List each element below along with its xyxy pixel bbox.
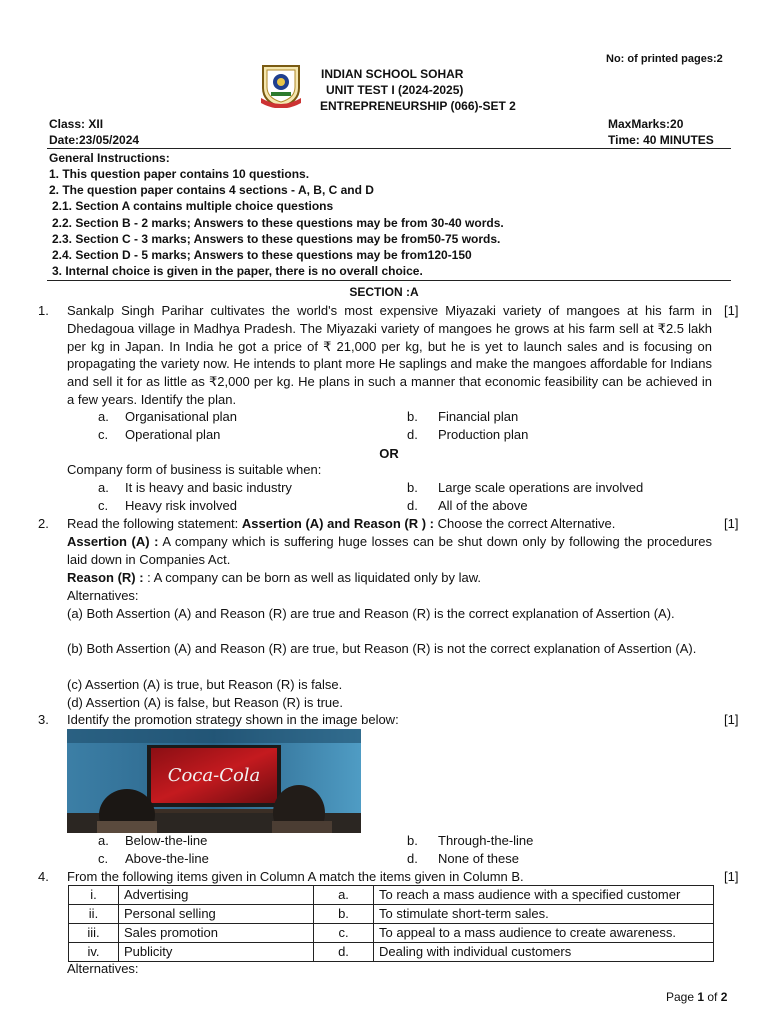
match-table (68, 885, 714, 962)
column-a-item: Sales promotion (119, 924, 314, 943)
question-number: 2. (38, 516, 49, 531)
assertion-text: Assertion (A) : A company which is suffering huge losses can be shut down only by following the procedures laid down in Companies Act. (67, 534, 712, 567)
question-text: Sankalp Singh Parihar cultivates the world's most expensive Miyazaki variety of mangoes at his farm in Dhedagoua village in Madhya Pradesh. The Miyazaki variety of mangoes he grows at his farm sell at ₹2.5 lakh per kg in Japan. In India he got a price of ₹ 21,000 per kg, but he is yet to launch sales and is focusing on propagating the variety now. He intends to plant more He saplings and make the mangoes affordable for Indians and sell it for as little as ₹2,000 per kg. He plans in such a manner that economic feasibility can be achieved in a few years. Identify the plan. (67, 303, 712, 407)
instruction-line: 2. The question paper contains 4 sections - A, B, C and D (49, 183, 374, 197)
option-text: Above-the-line (125, 851, 209, 866)
table-row (69, 943, 714, 962)
instruction-line: 2.1. Section A contains multiple choice questions (52, 199, 334, 213)
date-label: Date:23/05/2024 (49, 133, 140, 147)
option-text: It is heavy and basic industry (125, 480, 292, 495)
alternative-item: (a) Both Assertion (A) and Reason (R) are true and Reason (R) is the correct explanation of Assertion (A). (67, 606, 675, 621)
option-letter: d. (407, 851, 418, 866)
column-b-item: To appeal to a mass audience to create awareness. (374, 924, 714, 943)
row-letter: d. (314, 943, 374, 962)
question-number: 1. (38, 303, 49, 318)
column-b-item: Dealing with individual customers (374, 943, 714, 962)
alternative-item: (b) Both Assertion (A) and Reason (R) are true, but Reason (R) is not the correct explanation of Assertion (A). (67, 641, 697, 656)
option-text: Through-the-line (438, 833, 534, 848)
column-a-item: Advertising (119, 886, 314, 905)
header-divider (47, 148, 731, 149)
option-letter: c. (98, 427, 109, 442)
section-title: SECTION :A (349, 285, 419, 299)
instructions-divider (47, 280, 731, 281)
option-text: None of these (438, 851, 519, 866)
table-row (69, 924, 714, 943)
instruction-line: 1. This question paper contains 10 questions. (49, 167, 310, 181)
column-b-item: To stimulate short-term sales. (374, 905, 714, 924)
option-text: Organisational plan (125, 409, 238, 424)
row-letter: a. (314, 886, 374, 905)
or-label: OR (379, 446, 399, 461)
alt-question-text: Company form of business is suitable when: (67, 462, 322, 477)
row-letter: c. (314, 924, 374, 943)
alternative-item: (c) Assertion (A) is true, but Reason (R) is false. (67, 677, 343, 692)
column-a-item: Personal selling (119, 905, 314, 924)
option-text: Operational plan (125, 427, 221, 442)
question-marks: [1] (724, 869, 739, 884)
option-letter: c. (98, 851, 109, 866)
question-number: 3. (38, 712, 49, 727)
instruction-line: 3. Internal choice is given in the paper, there is no overall choice. (52, 264, 423, 278)
printed-pages-note: No: of printed pages:2 (606, 53, 723, 65)
time-label: Time: 40 MINUTES (608, 133, 714, 147)
option-letter: a. (98, 833, 109, 848)
option-letter: d. (407, 498, 418, 513)
question-intro: Read the following statement: Assertion (A) and Reason (R ) : Choose the correct Alternative. (67, 516, 616, 531)
option-letter: b. (407, 480, 418, 495)
instruction-line: 2.2. Section B - 2 marks; Answers to these questions may be from 30-40 words. (52, 216, 504, 230)
alternative-item: (d) Assertion (A) is false, but Reason (R) is true. (67, 695, 343, 710)
instructions-title: General Instructions: (49, 151, 170, 165)
instruction-line: 2.3. Section C - 3 marks; Answers to these questions may be from50-75 words. (52, 232, 501, 246)
row-number: iii. (69, 924, 119, 943)
column-a-item: Publicity (119, 943, 314, 962)
alternatives-title: Alternatives: (67, 961, 139, 976)
tv-advertisement-image (67, 729, 361, 833)
alternatives-title: Alternatives: (67, 588, 139, 603)
school-logo-icon (259, 62, 303, 108)
brand-logo-text: Coca-Cola (167, 765, 261, 786)
table-row (69, 886, 714, 905)
question-marks: [1] (724, 303, 739, 318)
school-name: INDIAN SCHOOL SOHAR (321, 67, 464, 81)
test-name: UNIT TEST I (2024-2025) (326, 83, 464, 97)
option-text: Production plan (438, 427, 529, 442)
table-row (69, 905, 714, 924)
option-letter: a. (98, 409, 109, 424)
option-letter: c. (98, 498, 109, 513)
reason-text: Reason (R) : : A company can be born as well as liquidated only by law. (67, 570, 482, 585)
option-text: Heavy risk involved (125, 498, 237, 513)
row-number: iv. (69, 943, 119, 962)
option-letter: b. (407, 409, 418, 424)
option-letter: b. (407, 833, 418, 848)
option-text: Large scale operations are involved (438, 480, 644, 495)
option-letter: d. (407, 427, 418, 442)
row-number: ii. (69, 905, 119, 924)
subject-name: ENTREPRENEURSHIP (066)-SET 2 (320, 99, 516, 113)
page-indicator: Page 1 of 2 (666, 990, 728, 1004)
option-text: Financial plan (438, 409, 519, 424)
question-text: From the following items given in Column A match the items given in Column B. (67, 869, 524, 884)
row-number: i. (69, 886, 119, 905)
option-letter: a. (98, 480, 109, 495)
max-marks-label: MaxMarks:20 (608, 117, 684, 131)
option-text: Below-the-line (125, 833, 208, 848)
option-text: All of the above (438, 498, 528, 513)
class-label: Class: XII (49, 117, 104, 131)
question-number: 4. (38, 869, 49, 884)
question-marks: [1] (724, 516, 739, 531)
instruction-line: 2.4. Section D - 5 marks; Answers to these questions may be from120-150 (52, 248, 472, 262)
row-letter: b. (314, 905, 374, 924)
column-b-item: To reach a mass audience with a specified customer (374, 886, 714, 905)
question-marks: [1] (724, 712, 739, 727)
question-text: Identify the promotion strategy shown in the image below: (67, 712, 399, 727)
